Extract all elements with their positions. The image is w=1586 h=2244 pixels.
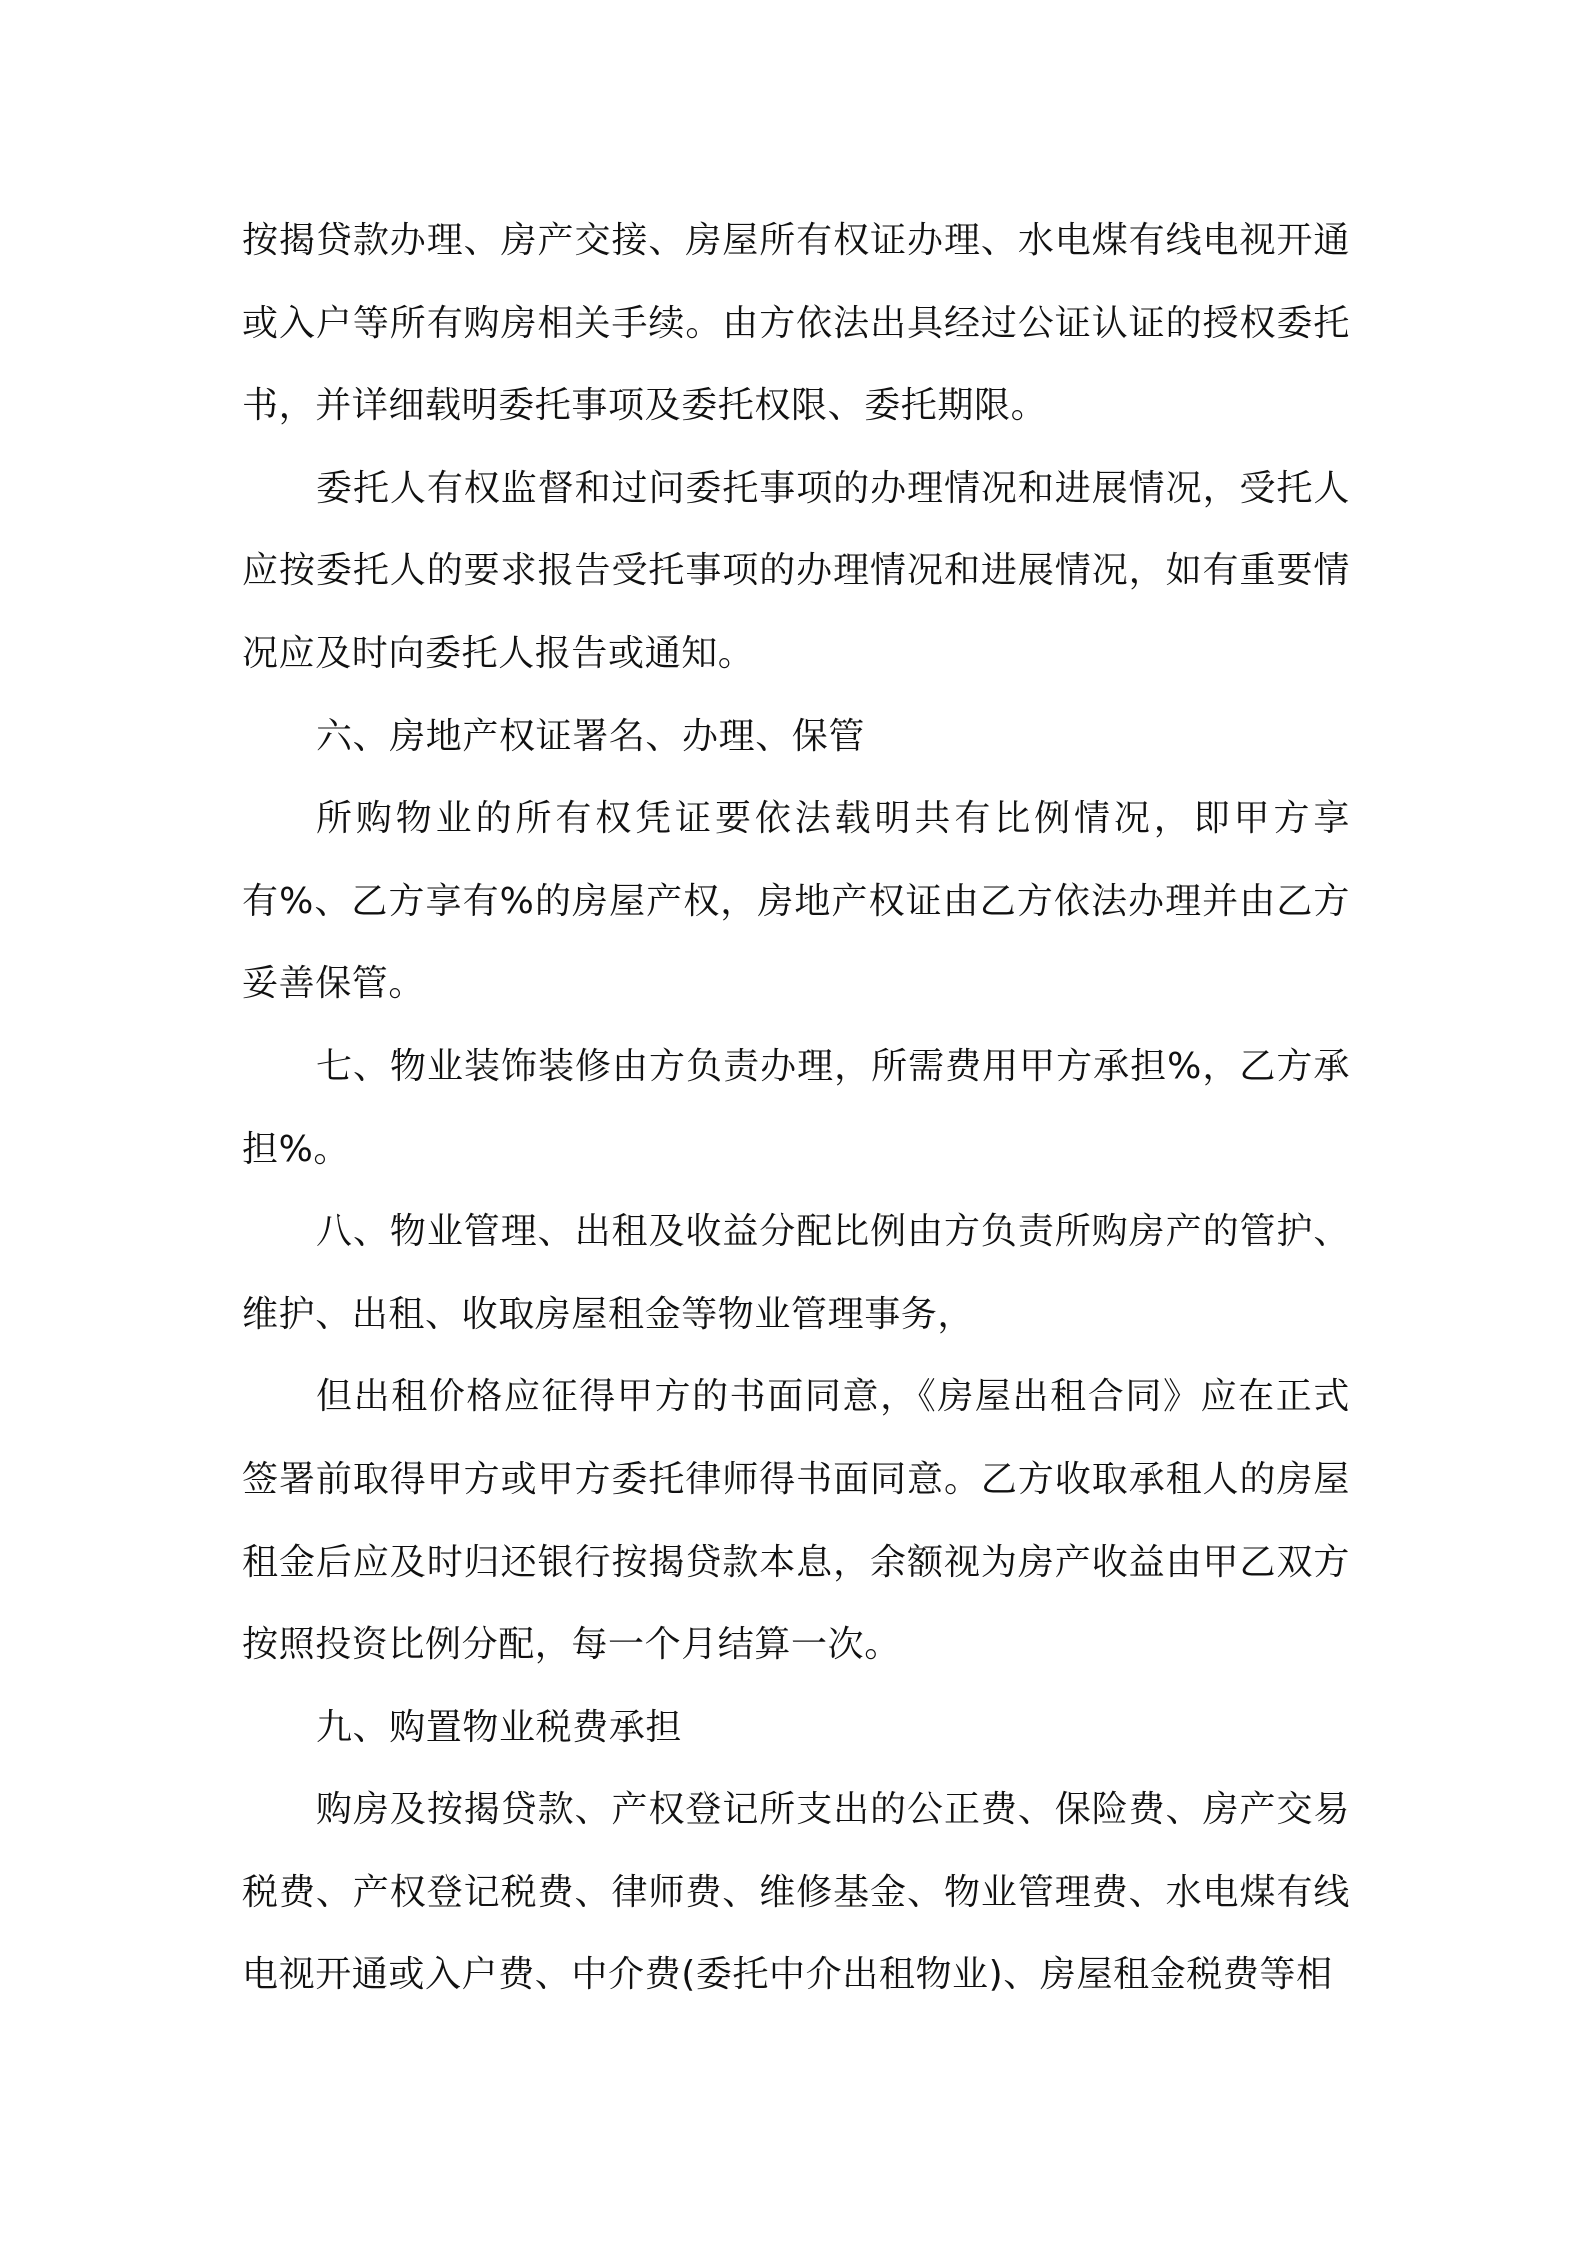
section-heading-six: 六、房地产权证署名、办理、保管	[316, 715, 866, 757]
paragraph-section-eight-management: 八、物业管理、出租及收益分配比例由方负责所购房产的管护、维护、出租、收取房屋租金等物业管理事务，	[242, 1211, 1350, 1335]
document-body	[242, 200, 1350, 2017]
paragraph-supervision-rights: 委托人有权监督和过问委托事项的办理情况和进展情况，受托人应按委托人的要求报告受托事项的办理情况和进展情况，如有重要情况应及时向委托人报告或通知。	[242, 467, 1350, 674]
paragraph-tax-fees: 购房及按揭贷款、产权登记所支出的公正费、保险费、房产交易税费、产权登记税费、律师费、维修基金、物业管理费、水电煤有线电视开通或入户费、中介费(委托中介出租物业)、房屋租金税费等相	[242, 1789, 1350, 1996]
paragraph-rent-pricing: 但出租价格应征得甲方的书面同意，《房屋出租合同》应在正式签署前取得甲方或甲方委托律师得书面同意。乙方收取承租人的房屋租金后应及时归还银行按揭贷款本息，余额视为房产收益由甲乙双方按照投资比例分配，每一个月结算一次。	[242, 1376, 1350, 1666]
paragraph-ownership-ratio: 所购物业的所有权凭证要依法载明共有比例情况，即甲方享有%、乙方享有%的房屋产权，房地产权证由乙方依法办理并由乙方妥善保管。	[242, 798, 1350, 1005]
paragraph-agency-procedures: 按揭贷款办理、房产交接、房屋所有权证办理、水电煤有线电视开通或入户等所有购房相关手续。由方依法出具经过公证认证的授权委托书，并详细载明委托事项及委托权限、委托期限。	[242, 220, 1350, 427]
paragraph-section-seven-decoration: 七、物业装饰装修由方负责办理，所需费用甲方承担%，乙方承担%。	[242, 1045, 1350, 1170]
section-heading-nine: 九、购置物业税费承担	[316, 1706, 683, 1748]
